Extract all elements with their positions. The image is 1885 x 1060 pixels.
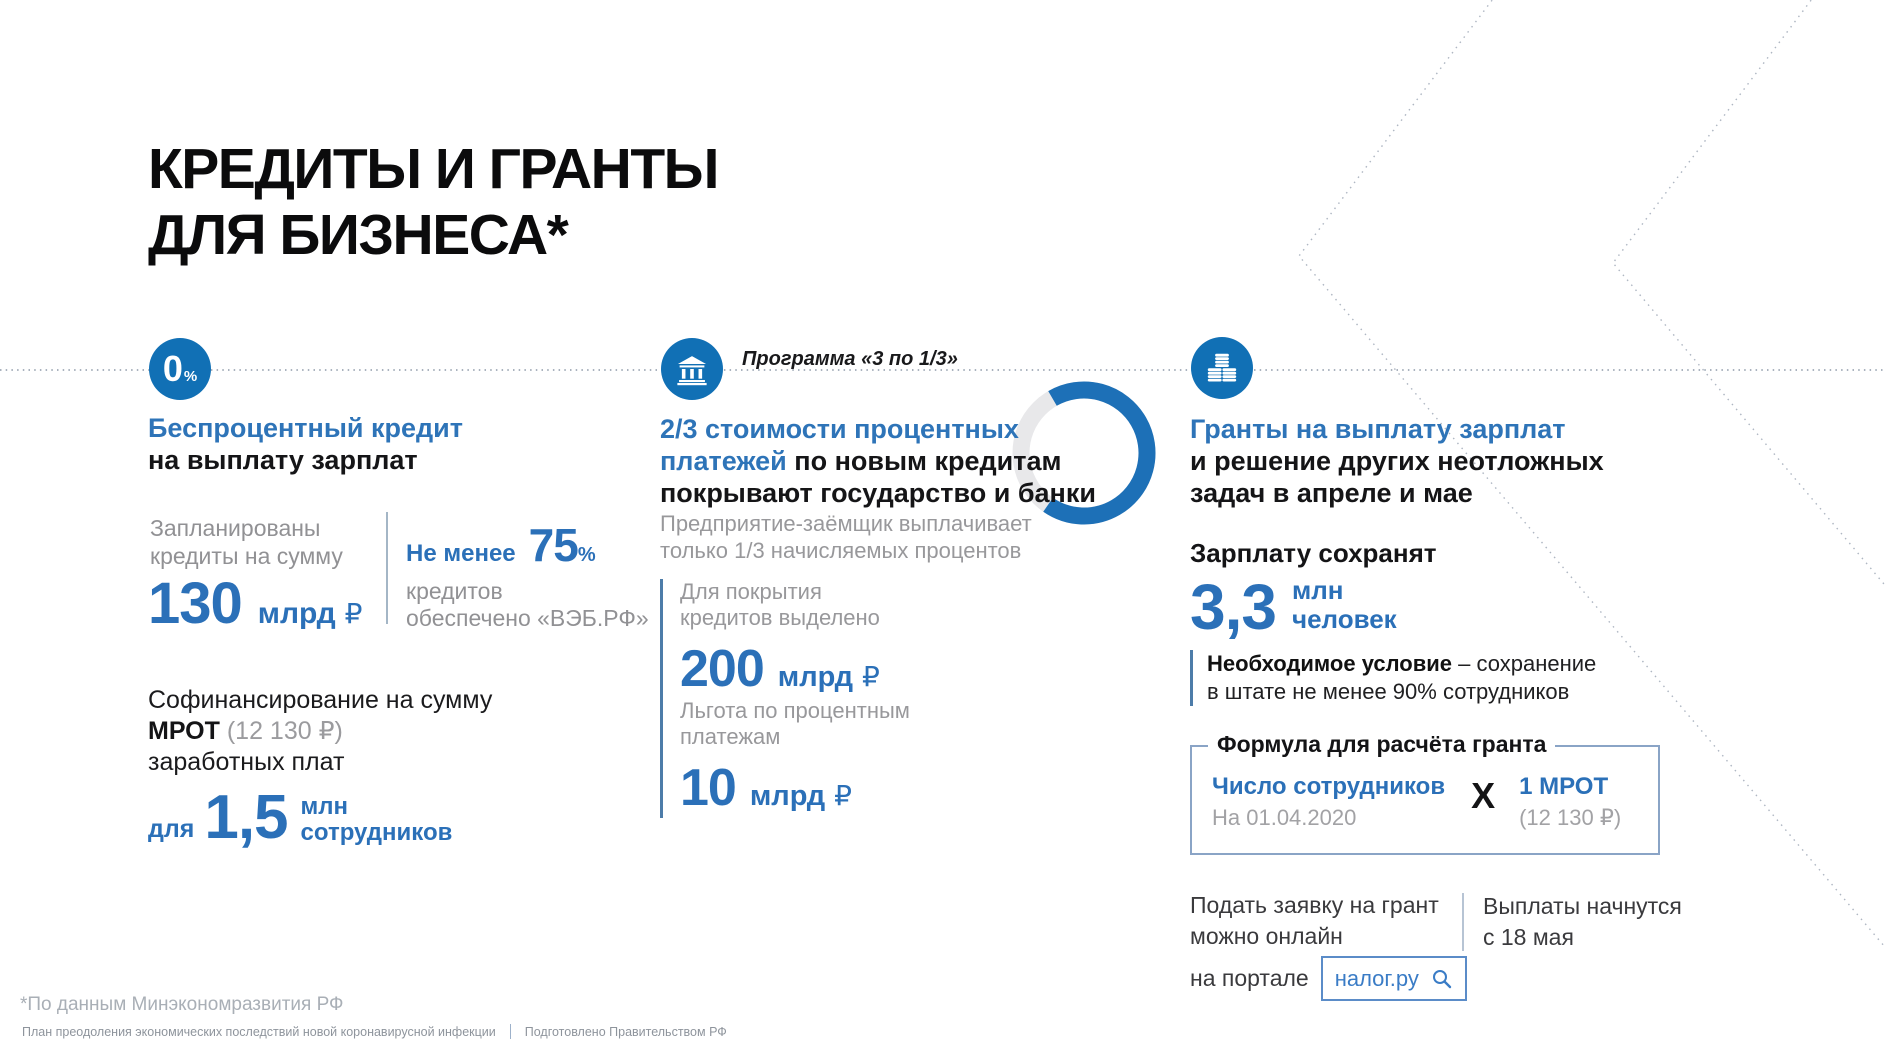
- apply-block: [1190, 890, 1467, 1001]
- formula-factor2-note: (12 130 ₽): [1519, 805, 1622, 830]
- coin-stacks-icon: [1191, 337, 1253, 399]
- cofinance-line1: Софинансирование на сумму: [148, 686, 493, 714]
- coverage-stat-number: 200: [680, 640, 764, 698]
- condition-line1: [1207, 650, 1596, 678]
- formula-factor2: [1519, 773, 1621, 831]
- guarantee-note-line2: обеспечено «ВЭБ.РФ»: [406, 605, 649, 631]
- ruble-sign: ₽: [834, 780, 852, 811]
- employees-value-row: [148, 782, 452, 853]
- zero-percent-icon-zero: 0: [162, 348, 183, 389]
- condition-bold: Необходимое условие: [1207, 651, 1453, 676]
- col2-heading-line3: покрывают государство и банки: [660, 478, 1096, 508]
- apply-line2: можно онлайн: [1190, 923, 1343, 949]
- cofinance-line2: [148, 716, 492, 747]
- section-program-3-by-third: [660, 330, 1185, 910]
- ruble-sign: ₽: [344, 598, 363, 629]
- grant-formula-box: [1190, 731, 1660, 855]
- benefit-stat-unit: млрд: [749, 780, 826, 812]
- magnifier-icon: [1431, 968, 1453, 990]
- planned-credits-label: [150, 514, 343, 570]
- program-label: Программа «3 по 1/3»: [742, 348, 958, 370]
- guarantee-note: [406, 578, 649, 632]
- guarantee-note-line1: кредитов: [406, 578, 503, 604]
- payments-block: [1483, 891, 1682, 953]
- employees-unit-line2: сотрудников: [300, 819, 453, 846]
- planned-credits-unit: млрд: [257, 597, 336, 630]
- benefit-stat-block: [660, 698, 910, 818]
- payments-line1: Выплаты начнутся: [1483, 893, 1682, 919]
- planned-credits-label-line2: кредиты на сумму: [150, 543, 343, 569]
- page-title: [148, 136, 718, 268]
- grant-formula-title: Формула для расчёта гранта: [1208, 731, 1555, 758]
- col2-heading-line1: 2/3 стоимости процентных: [660, 414, 1019, 444]
- benefit-stat-number: 10: [680, 759, 736, 817]
- bank-icon-glyph: [674, 351, 710, 387]
- employees-unit: [301, 794, 453, 846]
- payments-line2: с 18 мая: [1483, 924, 1574, 950]
- col3-bottom-divider: [1462, 893, 1464, 951]
- col3-heading-black1: и решение других неотложных: [1190, 446, 1604, 476]
- zero-percent-icon: [149, 338, 211, 400]
- keep-salary-number: 3,3: [1190, 571, 1276, 643]
- condition-note: [1190, 650, 1596, 706]
- cofinance-line3: заработных плат: [148, 748, 345, 776]
- cofinance-block: [148, 685, 492, 778]
- keep-salary-unit-line2: человек: [1291, 604, 1397, 634]
- coverage-stat-value: [680, 639, 880, 699]
- coverage-stat-block: [660, 579, 880, 699]
- formula-factor1-label: Число сотрудников: [1212, 773, 1446, 800]
- portal-search-box[interactable]: [1321, 956, 1467, 1001]
- zero-percent-icon-sign: %: [183, 367, 198, 385]
- section-interest-free-credit: [148, 330, 649, 910]
- grant-formula-content: [1192, 747, 1658, 831]
- guarantee-prefix: Не менее: [406, 540, 516, 567]
- col2-heading-line2-black: по новым кредитам: [786, 446, 1062, 476]
- apply-line3-row: [1190, 956, 1467, 1001]
- col2-subtext-line2: только 1/3 начисляемых процентов: [660, 538, 1022, 563]
- keep-salary-unit: [1292, 576, 1397, 634]
- guarantee-block: [406, 518, 649, 632]
- employees-number: 1,5: [204, 783, 288, 852]
- condition-rest: – сохранение: [1452, 651, 1597, 676]
- col2-subtext-line1: Предприятие-заёмщик выплачивает: [660, 511, 1032, 536]
- page-title-line2: ДЛЯ БИЗНЕСА*: [148, 203, 568, 267]
- apply-line3: на портале: [1190, 965, 1309, 991]
- col1-vertical-divider: [386, 512, 388, 624]
- keep-salary-heading: Зарплату сохранят: [1190, 538, 1437, 568]
- col1-heading-blue: Беспроцентный кредит: [148, 413, 463, 443]
- for-word: для: [148, 815, 195, 843]
- benefit-stat-value: [680, 758, 910, 818]
- benefit-stat-label-line1: Льгота по процентным: [680, 698, 910, 723]
- footer-source-note: *По данным Минэкономразвития РФ: [20, 994, 344, 1015]
- guarantee-percent-sign: %: [577, 544, 596, 566]
- planned-credits-value: [148, 570, 362, 637]
- col2-subtext: [660, 510, 1032, 564]
- formula-factor2-label: 1 МРОТ: [1519, 773, 1609, 800]
- guarantee-number: 75: [528, 519, 578, 571]
- coverage-stat-label-line1: Для покрытия: [680, 579, 822, 604]
- formula-factor1: [1212, 773, 1445, 831]
- apply-line1: Подать заявку на грант: [1190, 892, 1439, 918]
- multiply-sign: X: [1471, 775, 1496, 816]
- section-grants: [1190, 330, 1765, 1030]
- portal-link[interactable]: налог.ру: [1334, 966, 1419, 991]
- ruble-sign: ₽: [862, 661, 880, 692]
- coverage-stat-unit: млрд: [777, 661, 854, 693]
- col3-heading: [1190, 413, 1604, 509]
- col1-heading-black: на выплату зарплат: [148, 445, 418, 475]
- footer-row: [22, 1024, 727, 1039]
- condition-line2: в штате не менее 90% сотрудников: [1207, 679, 1570, 704]
- planned-credits-number: 130: [148, 571, 242, 636]
- footer-program: План преодоления экономических последствий новой коронавирусной инфекции: [22, 1024, 496, 1039]
- mrot-label: МРОТ: [148, 717, 220, 745]
- coin-stacks-glyph: [1204, 350, 1240, 386]
- keep-salary-unit-line1: млн: [1291, 575, 1344, 605]
- col2-heading-line2: [660, 445, 1096, 477]
- col2-heading-line2-blue: платежей: [660, 446, 787, 476]
- keep-salary-value-row: [1190, 570, 1397, 644]
- coverage-stat-label: [680, 579, 880, 631]
- bank-icon: [661, 338, 723, 400]
- formula-factor1-note: На 01.04.2020: [1212, 805, 1357, 830]
- footer-prepared-by: Подготовлено Правительством РФ: [524, 1024, 727, 1039]
- guarantee-value-row: [406, 518, 649, 572]
- footer-divider: [510, 1024, 511, 1039]
- col2-heading: [660, 413, 1096, 509]
- benefit-stat-label: [680, 698, 910, 750]
- planned-credits-label-line1: Запланированы: [150, 515, 321, 541]
- employees-unit-line1: млн: [300, 793, 349, 820]
- benefit-stat-label-line2: платежам: [680, 724, 781, 749]
- mrot-value: (12 130 ₽): [219, 717, 343, 745]
- col3-heading-blue: Гранты на выплату зарплат: [1190, 414, 1566, 444]
- col3-heading-black2: задач в апреле и мае: [1190, 478, 1473, 508]
- page-title-line1: КРЕДИТЫ И ГРАНТЫ: [148, 137, 718, 201]
- coverage-stat-label-line2: кредитов выделено: [680, 605, 880, 630]
